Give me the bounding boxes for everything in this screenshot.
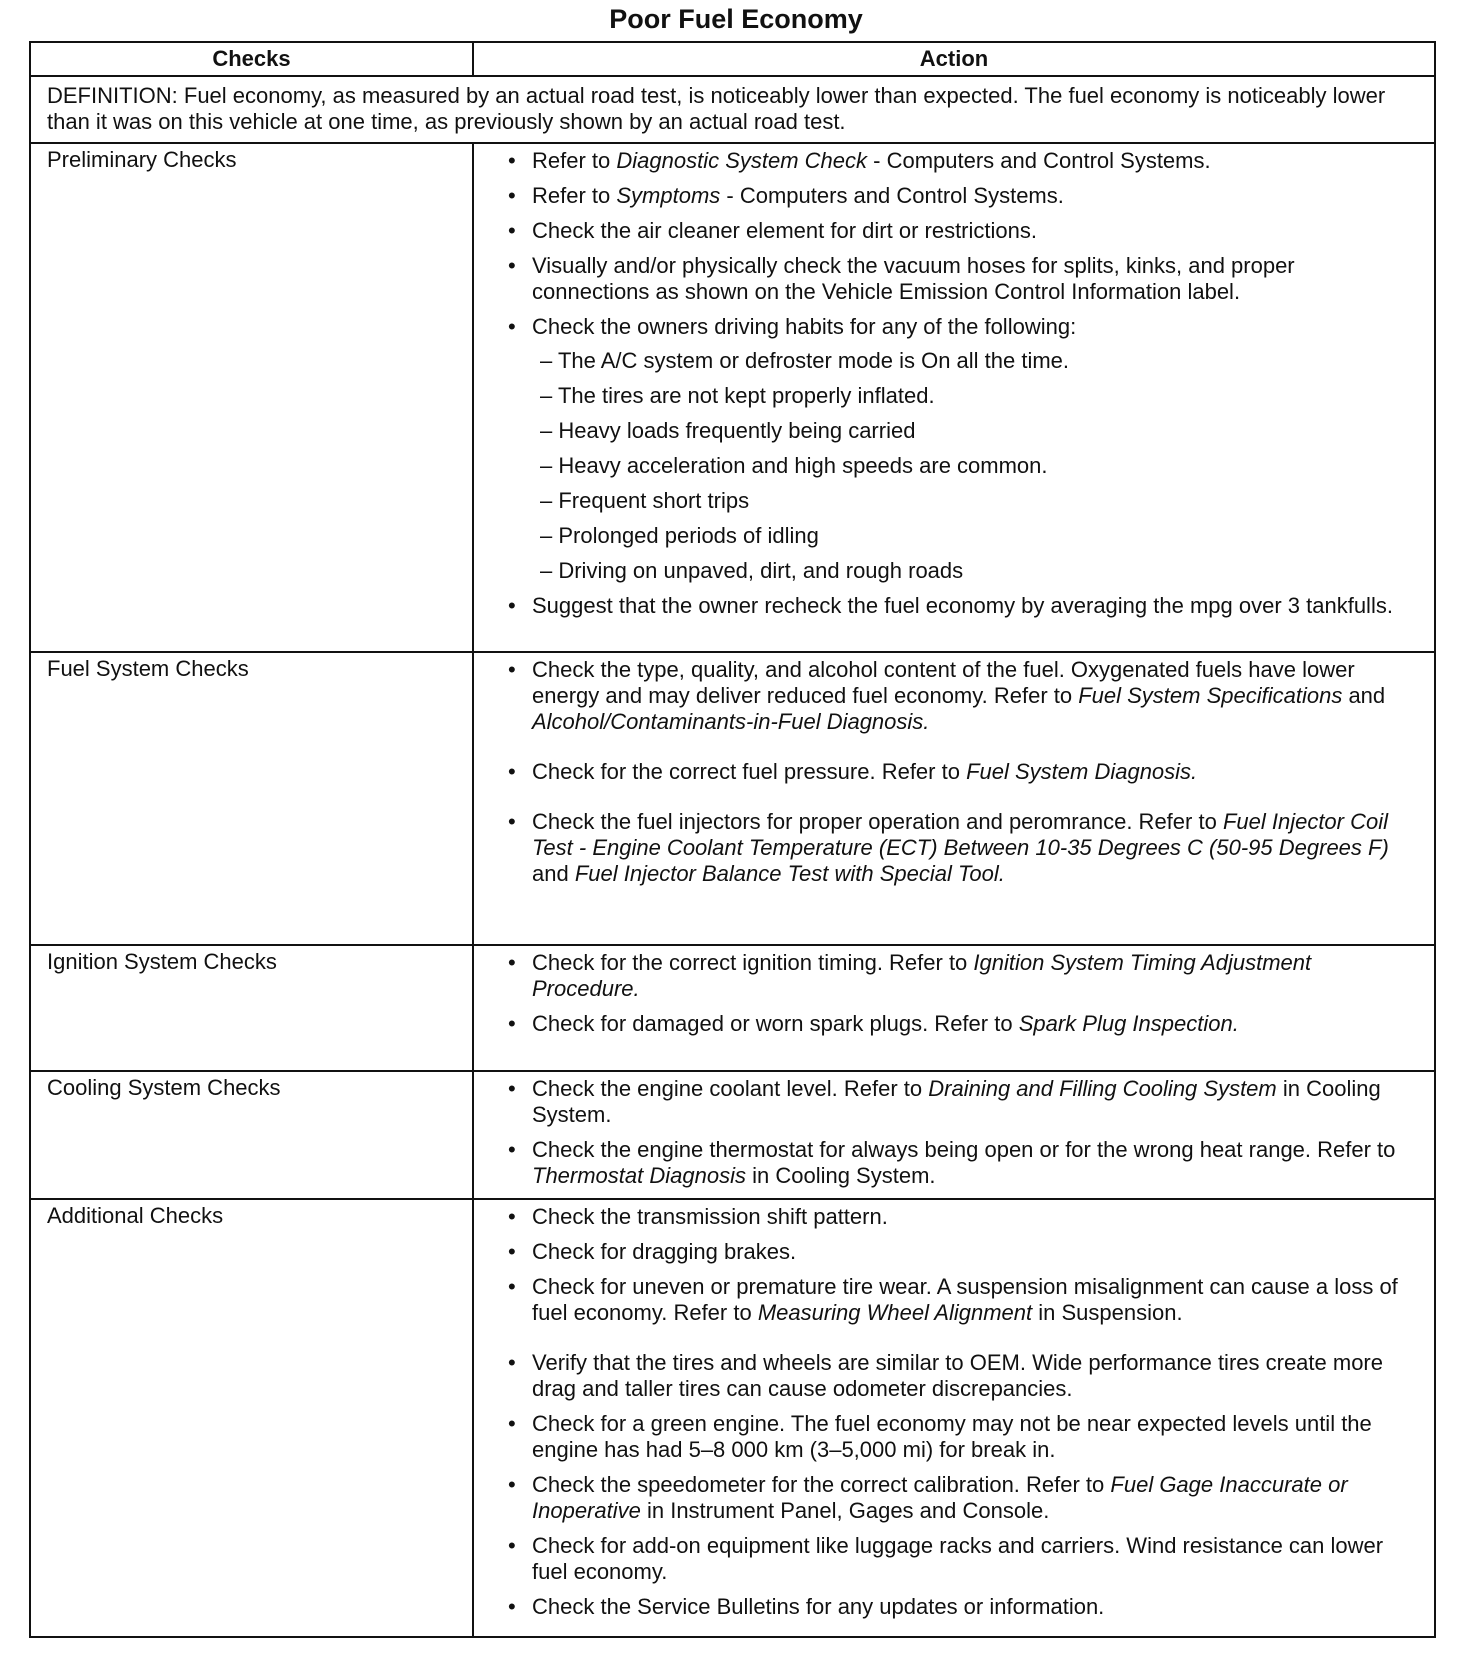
reference-link-text: Fuel Gage Inaccurate or Inoperative [532, 1472, 1348, 1523]
action-list [504, 657, 1418, 887]
action-text: Check the air cleaner element for dirt or restrictions. [532, 218, 1037, 243]
reference-link-text: Fuel Injector Balance Test with Special Tool. [574, 861, 1005, 886]
action-text: Check the speedometer for the correct calibration. Refer to [532, 1472, 1111, 1497]
action-item [504, 759, 1418, 785]
action-text: Check for dragging brakes. [532, 1239, 797, 1264]
table-row [30, 143, 1435, 652]
action-list [504, 1204, 1418, 1620]
action-text: Check for the correct ignition timing. Refer to [532, 950, 974, 975]
action-item [504, 218, 1418, 244]
action-list [504, 1076, 1418, 1189]
action-header: Action [473, 42, 1435, 76]
action-item [504, 1204, 1418, 1230]
action-item [504, 1533, 1418, 1585]
checks-header: Checks [30, 42, 473, 76]
check-category: Fuel System Checks [30, 652, 473, 945]
action-text: Check the owners driving habits for any of the following: [532, 314, 1077, 339]
action-item [504, 1239, 1418, 1265]
action-text: and [532, 861, 575, 886]
action-item [504, 593, 1418, 619]
action-text: - Computers and Control Systems. [720, 183, 1064, 208]
action-text: in Instrument Panel, Gages and Console. [640, 1498, 1050, 1523]
reference-link-text: Fuel System Specifications [1078, 683, 1343, 708]
reference-link-text: Diagnostic System Check [616, 148, 868, 173]
action-text: Check for uneven or premature tire wear. A suspension misalignment can cause a loss of fuel economy. Refer to [532, 1274, 1398, 1325]
action-cell [473, 143, 1435, 652]
action-text: Check the transmission shift pattern. [532, 1204, 888, 1229]
action-cell [473, 652, 1435, 945]
action-item [504, 1411, 1418, 1463]
action-item [504, 1274, 1418, 1326]
action-text: Check the type, quality, and alcohol content of the fuel. Oxygenated fuels have lower energy and may deliver reduced fuel economy. Refer to [532, 657, 1355, 708]
check-category: Additional Checks [30, 1199, 473, 1637]
sub-item: – Driving on unpaved, dirt, and rough roads [540, 558, 964, 583]
check-category: Preliminary Checks [30, 143, 473, 652]
action-item [504, 809, 1418, 887]
action-item [504, 950, 1418, 1002]
action-text: Check for a green engine. The fuel economy may not be near expected levels until the engine has had 5–8 000 km (3–5,000 mi) for break in. [532, 1411, 1372, 1462]
sub-item: – Heavy acceleration and high speeds are common. [540, 453, 1048, 478]
sub-list [532, 348, 1418, 584]
reference-link-text: Thermostat Diagnosis [532, 1163, 746, 1188]
action-text: in Cooling System. [745, 1163, 936, 1188]
action-list [504, 148, 1418, 619]
action-text: in Suspension. [1032, 1300, 1183, 1325]
action-text: Check the Service Bulletins for any updates or information. [532, 1594, 1105, 1619]
reference-link-text: Measuring Wheel Alignment [757, 1300, 1033, 1325]
sub-item: – The A/C system or defroster mode is On all the time. [540, 348, 1070, 373]
reference-link-text: Ignition System Timing Adjustment Procedure. [532, 950, 1312, 1001]
action-item [504, 314, 1418, 584]
table-row [30, 652, 1435, 945]
action-text: Check the engine coolant level. Refer to [532, 1076, 929, 1101]
action-cell [473, 1199, 1435, 1637]
action-item [504, 148, 1418, 174]
reference-link-text: Draining and Filling Cooling System [928, 1076, 1277, 1101]
sub-item: – The tires are not kept properly inflated. [540, 383, 935, 408]
action-list [504, 950, 1418, 1037]
definition-text: DEFINITION: Fuel economy, as measured by an actual road test, is noticeably lower than expected. The fuel economy is noticeably lower than it was on this vehicle at one time, as previously shown by an actual road test. [30, 76, 1435, 143]
page-title: Poor Fuel Economy [609, 4, 863, 34]
action-text: Check the fuel injectors for proper operation and peromrance. Refer to [532, 809, 1223, 834]
reference-link-text: Fuel System Diagnosis. [966, 759, 1198, 784]
action-item [504, 657, 1418, 735]
action-text: Visually and/or physically check the vacuum hoses for splits, kinks, and proper connections as shown on the Vehicle Emission Control Information label. [532, 253, 1295, 304]
action-item [504, 253, 1418, 305]
action-item [504, 1076, 1418, 1128]
reference-link-text: Alcohol/Contaminants-in-Fuel Diagnosis. [532, 709, 930, 734]
action-text: Check for add-on equipment like luggage racks and carriers. Wind resistance can lower fuel economy. [532, 1533, 1384, 1584]
action-cell [473, 945, 1435, 1071]
action-text: in Cooling System. [532, 1076, 1381, 1127]
action-text: Refer to [532, 148, 617, 173]
reference-link-text: Spark Plug Inspection. [1018, 1011, 1239, 1036]
action-item [504, 1472, 1418, 1524]
check-category: Ignition System Checks [30, 945, 473, 1071]
action-text: Check the engine thermostat for always being open or for the wrong heat range. Refer to [532, 1137, 1396, 1162]
action-text: Verify that the tires and wheels are similar to OEM. Wide performance tires create more drag and taller tires can cause odometer discrepancies. [532, 1350, 1383, 1401]
action-cell [473, 1071, 1435, 1199]
action-item [504, 183, 1418, 209]
action-text: and [1342, 683, 1386, 708]
diagnostic-table [29, 41, 1436, 1638]
table-row [30, 1071, 1435, 1199]
sub-item: – Heavy loads frequently being carried [540, 418, 916, 443]
action-item [504, 1011, 1418, 1037]
table-row [30, 945, 1435, 1071]
check-category: Cooling System Checks [30, 1071, 473, 1199]
action-item [504, 1137, 1418, 1189]
header-row [30, 42, 1435, 76]
sub-item: – Prolonged periods of idling [540, 523, 819, 548]
definition-row [30, 76, 1435, 143]
action-text: Suggest that the owner recheck the fuel economy by averaging the mpg over 3 tankfulls. [532, 593, 1393, 618]
action-item [504, 1350, 1418, 1402]
table-row [30, 1199, 1435, 1637]
reference-link-text: Symptoms [616, 183, 721, 208]
action-item [504, 1594, 1418, 1620]
action-text: Check for the correct fuel pressure. Refer to [532, 759, 967, 784]
action-text: Refer to [532, 183, 617, 208]
action-text: Check for damaged or worn spark plugs. Refer to [532, 1011, 1019, 1036]
sub-item: – Frequent short trips [540, 488, 750, 513]
reference-link-text: Fuel Injector Coil Test - Engine Coolant Temperature (ECT) Between 10-35 Degrees C (50-95 Degrees F) [532, 809, 1389, 860]
action-text: - Computers and Control Systems. [867, 148, 1211, 173]
